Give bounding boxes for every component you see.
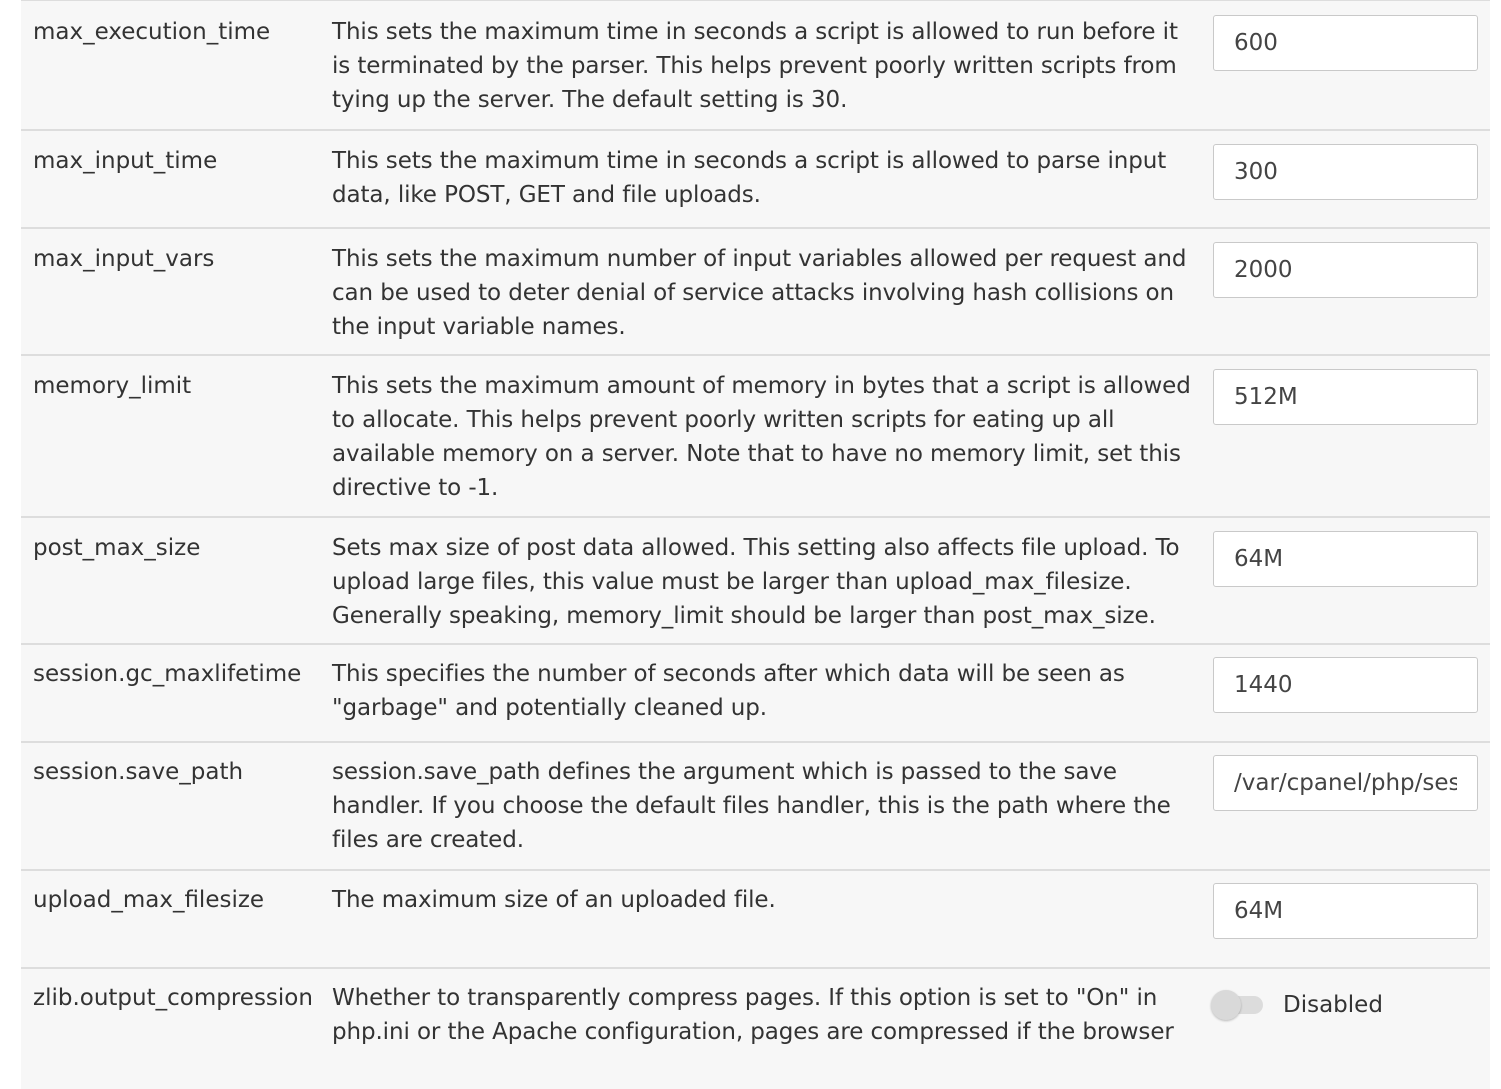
directive-description: session.save_path defines the argument which is passed to the save handler. If you choose the default files handler, this is the path where the files are created. (332, 759, 1171, 853)
directive-description: This sets the maximum number of input variables allowed per request and can be used to deter denial of service attacks involving hash collisions on the input variable names. (332, 246, 1187, 340)
memory-limit-input[interactable] (1213, 369, 1478, 425)
table-row (21, 743, 1490, 871)
directive-name: upload_max_filesize (33, 887, 265, 913)
table-row (21, 645, 1490, 743)
table-row (21, 229, 1490, 356)
directive-name: session.gc_maxlifetime (33, 661, 302, 687)
post-max-size-input[interactable] (1213, 531, 1478, 587)
table-row (21, 356, 1490, 518)
directive-description: The maximum size of an uploaded file. (332, 887, 776, 913)
table-row (21, 871, 1490, 969)
toggle-knob (1211, 990, 1241, 1020)
directive-name: max_input_time (33, 148, 218, 174)
directive-name: memory_limit (33, 373, 192, 399)
max-execution-time-input[interactable] (1213, 15, 1478, 71)
directive-description: Whether to transparently compress pages. If this option is set to "On" in php.ini or the Apache configuration, pages are compressed if the browser (332, 985, 1174, 1045)
table-row (21, 969, 1490, 1089)
php-directives-table (21, 0, 1490, 1089)
directive-description: This sets the maximum time in seconds a script is allowed to parse input data, like POST, GET and file uploads. (332, 148, 1167, 208)
table-row (21, 1, 1490, 131)
zlib-output-compression-control (1211, 992, 1383, 1018)
session-save-path-input[interactable] (1213, 755, 1478, 811)
directive-name: max_input_vars (33, 246, 215, 272)
max-input-vars-input[interactable] (1213, 242, 1478, 298)
max-input-time-input[interactable] (1213, 144, 1478, 200)
directive-description: This sets the maximum amount of memory in bytes that a script is allowed to allocate. This helps prevent poorly written scripts for eating up all available memory on a server. Note that to have no memory limit, set this directive to -1. (332, 373, 1191, 501)
directive-name: session.save_path (33, 759, 244, 785)
toggle-status-label: Disabled (1283, 992, 1383, 1018)
session-gc-maxlifetime-input[interactable] (1213, 657, 1478, 713)
directive-name: zlib.output_compression (33, 985, 313, 1011)
directive-name: max_execution_time (33, 19, 271, 45)
directive-description: This sets the maximum time in seconds a script is allowed to run before it is terminated by the parser. This helps prevent poorly written scripts from tying up the server. The default setting is 30. (332, 19, 1178, 113)
table-row (21, 131, 1490, 229)
directive-name: post_max_size (33, 535, 201, 561)
zlib-output-compression-toggle[interactable] (1211, 993, 1265, 1017)
directive-description: This specifies the number of seconds after which data will be seen as "garbage" and potentially cleaned up. (332, 661, 1125, 721)
directive-description: Sets max size of post data allowed. This setting also affects file upload. To upload large files, this value must be larger than upload_max_filesize. Generally speaking, memory_limit should be larger than post_max_size. (332, 535, 1180, 629)
upload-max-filesize-input[interactable] (1213, 883, 1478, 939)
table-row (21, 518, 1490, 645)
